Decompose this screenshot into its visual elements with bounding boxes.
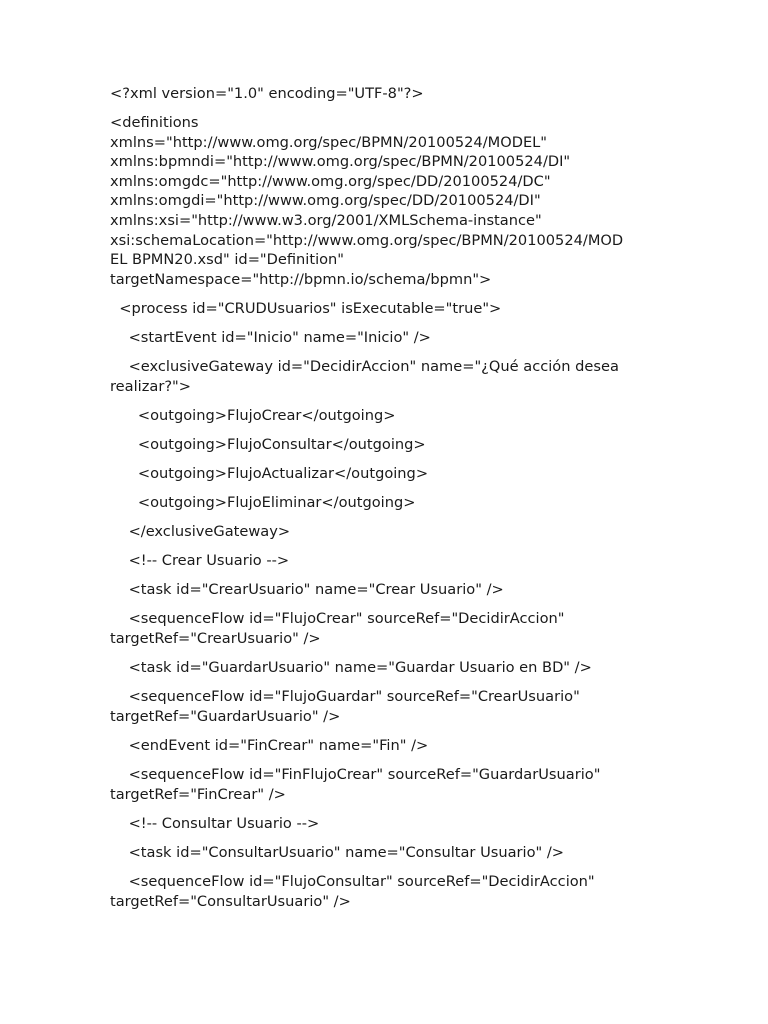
xml-paragraph (110, 736, 655, 756)
xml-paragraph (110, 551, 655, 571)
xml-line: <sequenceFlow id="FlujoGuardar" sourceRef="CrearUsuario" (110, 688, 580, 706)
xml-paragraph (110, 522, 655, 542)
xml-line: EL BPMN20.xsd" id="Definition" (110, 251, 345, 269)
xml-line: xmlns:xsi="http://www.w3.org/2001/XMLSchema-instance" (110, 212, 542, 230)
xml-line: xsi:schemaLocation="http://www.omg.org/spec/BPMN/20100524/MOD (110, 231, 624, 249)
document-page (110, 84, 655, 921)
xml-line: <sequenceFlow id="FinFlujoCrear" sourceRef="GuardarUsuario" (110, 766, 601, 784)
xml-line: xmlns:omgdi="http://www.omg.org/spec/DD/20100524/DI" (110, 192, 541, 210)
xml-paragraph (110, 357, 655, 396)
xml-line: <task id="GuardarUsuario" name="Guardar Usuario en BD" /> (110, 659, 592, 677)
xml-paragraph (110, 328, 655, 348)
xml-paragraph (110, 765, 655, 804)
xml-line: <?xml version="1.0" encoding="UTF-8"?> (110, 85, 424, 102)
xml-line: targetNamespace="http://bpmn.io/schema/bpmn"> (110, 270, 492, 288)
xml-paragraph (110, 299, 655, 319)
xml-line: <outgoing>FlujoEliminar</outgoing> (110, 494, 416, 512)
xml-paragraph (110, 580, 655, 600)
xml-paragraph (110, 84, 655, 104)
xml-line: <!-- Consultar Usuario --> (110, 814, 320, 832)
xml-line: targetRef="FinCrear" /> (110, 785, 286, 803)
xml-paragraph (110, 464, 655, 484)
xml-line: <process id="CRUDUsuarios" isExecutable="true"> (110, 299, 502, 317)
xml-paragraph (110, 843, 655, 863)
xml-line: <endEvent id="FinCrear" name="Fin" /> (110, 736, 429, 754)
xml-line: <sequenceFlow id="FlujoConsultar" sourceRef="DecidirAccion" (110, 872, 595, 890)
xml-line: <exclusiveGateway id="DecidirAccion" name="¿Qué acción desea (110, 358, 619, 376)
xml-line: realizar?"> (110, 377, 191, 395)
xml-paragraph (110, 435, 655, 455)
xml-line: <outgoing>FlujoActualizar</outgoing> (110, 465, 429, 482)
xml-paragraph (110, 493, 655, 513)
xml-paragraph (110, 814, 655, 834)
xml-paragraph (110, 658, 655, 678)
xml-line: <sequenceFlow id="FlujoCrear" sourceRef="DecidirAccion" (110, 610, 565, 628)
xml-paragraph (110, 609, 655, 648)
xml-paragraph (110, 687, 655, 726)
document-body (110, 84, 655, 911)
xml-paragraph (110, 872, 655, 911)
xml-line: <task id="ConsultarUsuario" name="Consultar Usuario" /> (110, 843, 565, 861)
xml-line: xmlns:omgdc="http://www.omg.org/spec/DD/20100524/DC" (110, 172, 551, 190)
xml-line: xmlns="http://www.omg.org/spec/BPMN/20100524/MODEL" (110, 133, 548, 151)
xml-line: targetRef="ConsultarUsuario" /> (110, 892, 351, 910)
xml-line: targetRef="CrearUsuario" /> (110, 630, 321, 648)
xml-line: </exclusiveGateway> (110, 523, 291, 541)
xml-paragraph (110, 113, 655, 289)
xml-line: <definitions (110, 114, 199, 132)
xml-paragraph (110, 406, 655, 426)
xml-line: <outgoing>FlujoConsultar</outgoing> (110, 435, 426, 453)
xml-line: <startEvent id="Inicio" name="Inicio" /> (110, 329, 431, 347)
xml-line: targetRef="GuardarUsuario" /> (110, 707, 341, 725)
xml-line: <!-- Crear Usuario --> (110, 552, 290, 570)
xml-line: xmlns:bpmndi="http://www.omg.org/spec/BPMN/20100524/DI" (110, 153, 571, 171)
xml-line: <task id="CrearUsuario" name="Crear Usuario" /> (110, 581, 504, 599)
xml-line: <outgoing>FlujoCrear</outgoing> (110, 406, 396, 424)
